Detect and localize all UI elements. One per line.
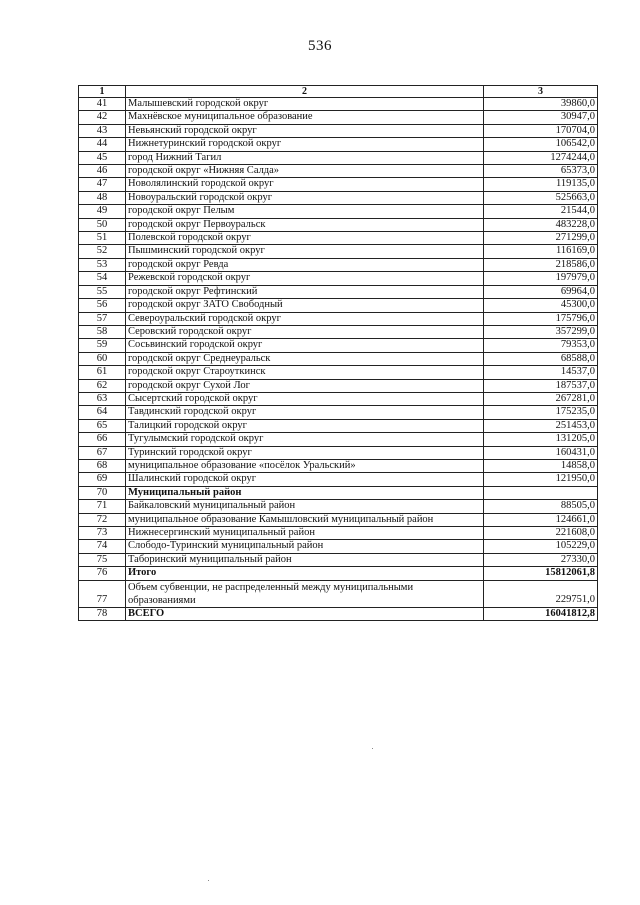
row-number-cell: 64 xyxy=(79,406,126,419)
row-name-cell: Таборинский муниципальный район xyxy=(126,553,484,566)
row-name-cell: городской округ Пелым xyxy=(126,205,484,218)
row-number-cell: 54 xyxy=(79,272,126,285)
row-name-cell: Шалинский городской округ xyxy=(126,473,484,486)
row-value-cell: 197979,0 xyxy=(484,272,598,285)
table-row xyxy=(79,258,598,271)
row-name-cell: Тугулымский городской округ xyxy=(126,433,484,446)
row-name-cell: ВСЕГО xyxy=(126,607,484,620)
row-number-cell: 78 xyxy=(79,607,126,620)
table-row xyxy=(79,513,598,526)
row-number-cell: 75 xyxy=(79,553,126,566)
table-row xyxy=(79,111,598,124)
table-row xyxy=(79,312,598,325)
row-number-cell: 66 xyxy=(79,433,126,446)
table-body xyxy=(79,98,598,621)
row-number-cell: 49 xyxy=(79,205,126,218)
row-value-cell: 175235,0 xyxy=(484,406,598,419)
row-number-cell: 70 xyxy=(79,486,126,499)
row-name-cell: Сосьвинский городской округ xyxy=(126,339,484,352)
row-number-cell: 59 xyxy=(79,339,126,352)
page-number: 536 xyxy=(308,38,332,54)
row-value-cell: 131205,0 xyxy=(484,433,598,446)
table-row xyxy=(79,352,598,365)
table-row xyxy=(79,151,598,164)
row-value-cell: 160431,0 xyxy=(484,446,598,459)
table-row xyxy=(79,486,598,499)
table-row xyxy=(79,379,598,392)
row-name-cell: Североуральский городской округ xyxy=(126,312,484,325)
row-number-cell: 71 xyxy=(79,500,126,513)
row-number-cell: 65 xyxy=(79,419,126,432)
row-name-cell: городской округ Рефтинский xyxy=(126,285,484,298)
table-row xyxy=(79,165,598,178)
row-name-cell: городской округ Первоуральск xyxy=(126,218,484,231)
row-name-cell: Нижнесергинский муниципальный район xyxy=(126,527,484,540)
row-number-cell: 67 xyxy=(79,446,126,459)
row-name-cell: городской округ «Нижняя Салда» xyxy=(126,165,484,178)
row-value-cell: 124661,0 xyxy=(484,513,598,526)
row-name-cell: Тавдинский городской округ xyxy=(126,406,484,419)
row-number-cell: 73 xyxy=(79,527,126,540)
table-row xyxy=(79,580,598,607)
table-row xyxy=(79,553,598,566)
table-row xyxy=(79,245,598,258)
row-value-cell: 16041812,8 xyxy=(484,607,598,620)
row-number-cell: 53 xyxy=(79,258,126,271)
row-number-cell: 46 xyxy=(79,165,126,178)
row-number-cell: 61 xyxy=(79,366,126,379)
row-value-cell xyxy=(484,486,598,499)
row-name-cell: Туринский городской округ xyxy=(126,446,484,459)
row-number-cell: 56 xyxy=(79,299,126,312)
row-number-cell: 41 xyxy=(79,98,126,111)
row-value-cell: 88505,0 xyxy=(484,500,598,513)
row-value-cell: 15812061,8 xyxy=(484,567,598,580)
row-name-cell: город Нижний Тагил xyxy=(126,151,484,164)
row-value-cell: 218586,0 xyxy=(484,258,598,271)
table-row xyxy=(79,567,598,580)
row-number-cell: 58 xyxy=(79,325,126,338)
row-value-cell: 271299,0 xyxy=(484,232,598,245)
row-number-cell: 55 xyxy=(79,285,126,298)
row-number-cell: 48 xyxy=(79,191,126,204)
table-row xyxy=(79,419,598,432)
table-row xyxy=(79,285,598,298)
row-name-cell: городской округ Ревда xyxy=(126,258,484,271)
row-number-cell: 51 xyxy=(79,232,126,245)
subsidy-table xyxy=(78,85,598,621)
row-value-cell: 79353,0 xyxy=(484,339,598,352)
table-row xyxy=(79,392,598,405)
row-name-cell: Махнёвское муниципальное образование xyxy=(126,111,484,124)
row-value-cell: 121950,0 xyxy=(484,473,598,486)
row-name-cell: Режевской городской округ xyxy=(126,272,484,285)
row-name-cell: Сысертский городской округ xyxy=(126,392,484,405)
table-row xyxy=(79,607,598,620)
row-name-cell: Нижнетуринский городской округ xyxy=(126,138,484,151)
row-value-cell: 14537,0 xyxy=(484,366,598,379)
row-value-cell: 119135,0 xyxy=(484,178,598,191)
row-name-cell: муниципальное образование «посёлок Уральский» xyxy=(126,459,484,472)
row-name-cell: Полевской городской округ xyxy=(126,232,484,245)
table-row xyxy=(79,459,598,472)
row-name-cell: Байкаловский муниципальный район xyxy=(126,500,484,513)
row-value-cell: 187537,0 xyxy=(484,379,598,392)
row-value-cell: 68588,0 xyxy=(484,352,598,365)
row-number-cell: 47 xyxy=(79,178,126,191)
row-value-cell: 65373,0 xyxy=(484,165,598,178)
table-row xyxy=(79,124,598,137)
row-number-cell: 76 xyxy=(79,567,126,580)
row-value-cell: 357299,0 xyxy=(484,325,598,338)
table-row xyxy=(79,339,598,352)
row-name-cell: Талицкий городской округ xyxy=(126,419,484,432)
row-value-cell: 14858,0 xyxy=(484,459,598,472)
row-number-cell: 57 xyxy=(79,312,126,325)
row-number-cell: 44 xyxy=(79,138,126,151)
table-row xyxy=(79,540,598,553)
row-name-cell: Слободо-Туринский муниципальный район xyxy=(126,540,484,553)
table-row xyxy=(79,446,598,459)
row-name-cell: Пышминский городской округ xyxy=(126,245,484,258)
table-row xyxy=(79,325,598,338)
row-value-cell: 116169,0 xyxy=(484,245,598,258)
row-value-cell: 175796,0 xyxy=(484,312,598,325)
row-number-cell: 72 xyxy=(79,513,126,526)
table-row xyxy=(79,406,598,419)
header-col-1: 1 xyxy=(79,86,126,98)
row-number-cell: 63 xyxy=(79,392,126,405)
row-name-cell: Новолялинский городской округ xyxy=(126,178,484,191)
table-row xyxy=(79,178,598,191)
table-row xyxy=(79,191,598,204)
row-number-cell: 43 xyxy=(79,124,126,137)
row-number-cell: 45 xyxy=(79,151,126,164)
row-value-cell: 1274244,0 xyxy=(484,151,598,164)
row-value-cell: 106542,0 xyxy=(484,138,598,151)
table-row xyxy=(79,433,598,446)
row-name-cell: Невьянский городской округ xyxy=(126,124,484,137)
table-row xyxy=(79,218,598,231)
table-row xyxy=(79,366,598,379)
table-row xyxy=(79,98,598,111)
header-col-3: 3 xyxy=(484,86,598,98)
scan-speck xyxy=(208,880,209,881)
row-number-cell: 42 xyxy=(79,111,126,124)
row-number-cell: 77 xyxy=(79,580,126,607)
row-value-cell: 105229,0 xyxy=(484,540,598,553)
row-name-cell: городской округ ЗАТО Свободный xyxy=(126,299,484,312)
row-number-cell: 69 xyxy=(79,473,126,486)
table-row xyxy=(79,473,598,486)
row-name-cell: муниципальное образование Камышловский муниципальный район xyxy=(126,513,484,526)
row-value-cell: 221608,0 xyxy=(484,527,598,540)
table-row xyxy=(79,205,598,218)
row-name-cell: городской округ Сухой Лог xyxy=(126,379,484,392)
table-row xyxy=(79,138,598,151)
table-row xyxy=(79,232,598,245)
row-value-cell: 267281,0 xyxy=(484,392,598,405)
table-header-row xyxy=(79,86,598,98)
row-value-cell: 170704,0 xyxy=(484,124,598,137)
row-value-cell: 229751,0 xyxy=(484,580,598,607)
row-value-cell: 21544,0 xyxy=(484,205,598,218)
table-row xyxy=(79,500,598,513)
row-value-cell: 483228,0 xyxy=(484,218,598,231)
table-row xyxy=(79,272,598,285)
row-number-cell: 60 xyxy=(79,352,126,365)
row-value-cell: 30947,0 xyxy=(484,111,598,124)
scan-speck xyxy=(372,748,373,749)
row-number-cell: 62 xyxy=(79,379,126,392)
table-row xyxy=(79,527,598,540)
row-value-cell: 27330,0 xyxy=(484,553,598,566)
row-number-cell: 68 xyxy=(79,459,126,472)
row-value-cell: 39860,0 xyxy=(484,98,598,111)
row-number-cell: 52 xyxy=(79,245,126,258)
row-name-cell: Новоуральский городской округ xyxy=(126,191,484,204)
row-name-cell: Итого xyxy=(126,567,484,580)
header-col-2: 2 xyxy=(126,86,484,98)
table-row xyxy=(79,299,598,312)
row-number-cell: 74 xyxy=(79,540,126,553)
row-value-cell: 525663,0 xyxy=(484,191,598,204)
row-value-cell: 45300,0 xyxy=(484,299,598,312)
row-number-cell: 50 xyxy=(79,218,126,231)
row-name-cell: Малышевский городской округ xyxy=(126,98,484,111)
row-name-cell: Серовский городской округ xyxy=(126,325,484,338)
row-name-cell: городской округ Староуткинск xyxy=(126,366,484,379)
row-name-cell: городской округ Среднеуральск xyxy=(126,352,484,365)
row-value-cell: 251453,0 xyxy=(484,419,598,432)
row-name-cell: Муниципальный район xyxy=(126,486,484,499)
row-value-cell: 69964,0 xyxy=(484,285,598,298)
row-name-cell: Объем субвенции, не распределенный между муниципальными образованиями xyxy=(126,580,484,607)
